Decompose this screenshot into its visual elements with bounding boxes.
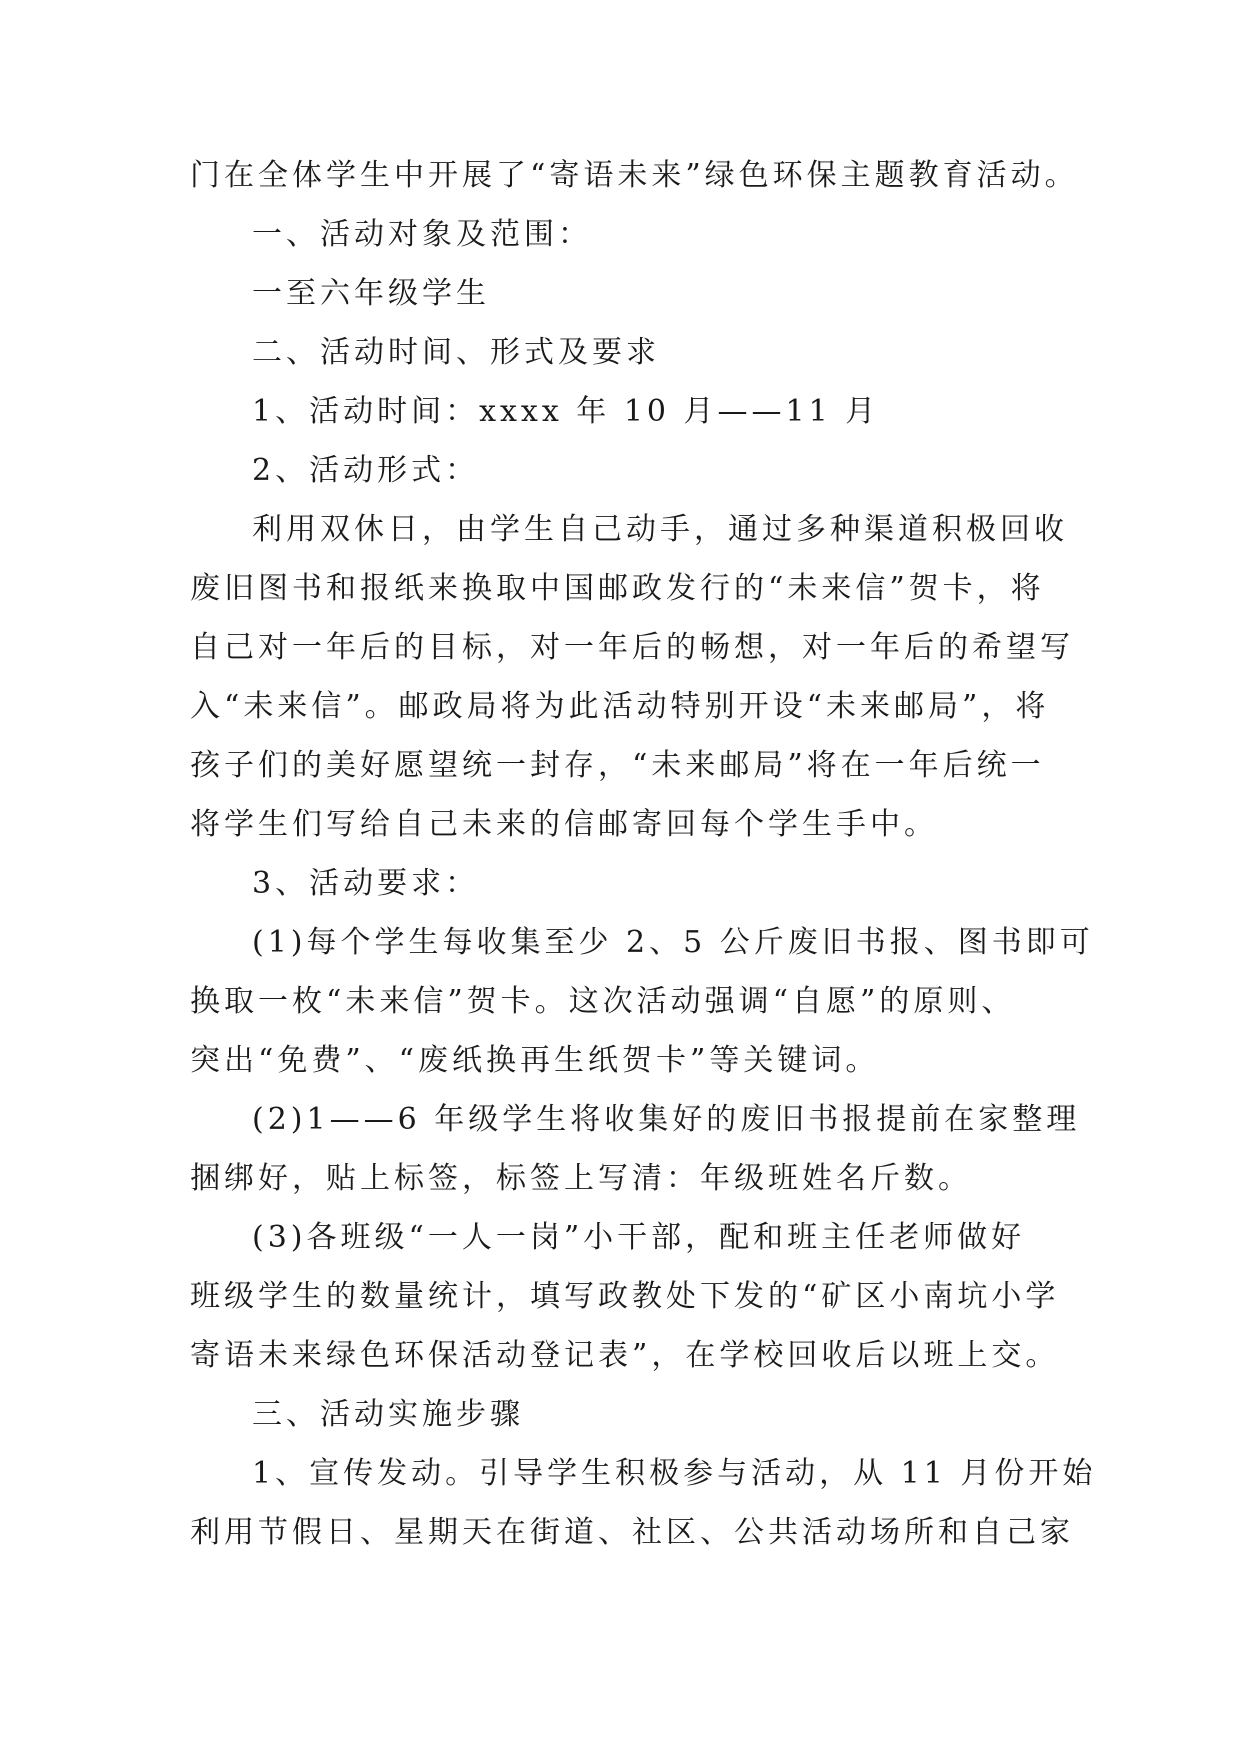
- text-line-8: 废旧图书和报纸来换取中国邮政发行的“未来信”贺卡，将: [190, 571, 1045, 606]
- text-line-11: 孩子们的美好愿望统一封存，“未来邮局”将在一年后统一: [190, 748, 1045, 783]
- text-line-24: 利用节假日、星期天在街道、社区、公共活动场所和自己家: [190, 1515, 1074, 1550]
- text-line-1: 门在全体学生中开展了“寄语未来”绿色环保主题教育活动。: [190, 158, 1079, 193]
- document-body: [190, 146, 1097, 1562]
- text-line-18: 捆绑好，贴上标签，标签上写清：年级班姓名斤数。: [190, 1161, 972, 1196]
- text-line-6: 2、活动形式：: [252, 453, 480, 488]
- text-line-23: 1、宣传发动。引导学生积极参与活动，从 11 月份开始: [252, 1456, 1097, 1491]
- text-line-16: 突出“免费”、“废纸换再生纸贺卡”等关键词。: [190, 1043, 880, 1078]
- section-heading-3: 三、活动实施步骤: [252, 1397, 524, 1432]
- text-line-17: (2)1——6 年级学生将收集好的废旧书报提前在家整理: [252, 1102, 1081, 1137]
- text-line-12: 将学生们写给自己未来的信邮寄回每个学生手中。: [190, 807, 938, 842]
- text-line-3: 一至六年级学生: [252, 276, 490, 311]
- text-line-5: 1、活动时间：xxxx 年 10 月——11 月: [252, 394, 880, 429]
- text-line-14: (1)每个学生每收集至少 2、5 公斤废旧书报、图书即可: [252, 925, 1094, 960]
- text-line-20: 班级学生的数量统计，填写政教处下发的“矿区小南坑小学: [190, 1279, 1060, 1314]
- text-line-15: 换取一枚“未来信”贺卡。这次活动强调“自愿”的原则、: [190, 984, 1016, 1019]
- section-heading-1: 一、活动对象及范围：: [252, 217, 592, 252]
- text-line-9: 自己对一年后的目标，对一年后的畅想，对一年后的希望写: [190, 630, 1074, 665]
- section-heading-2: 二、活动时间、形式及要求: [252, 335, 660, 370]
- text-line-7: 利用双休日，由学生自己动手，通过多种渠道积极回收: [252, 512, 1068, 547]
- text-line-10: 入“未来信”。邮政局将为此活动特别开设“未来邮局”，将: [190, 689, 1050, 724]
- text-line-19: (3)各班级“一人一岗”小干部，配和班主任老师做好: [252, 1220, 1026, 1255]
- text-line-13: 3、活动要求：: [252, 866, 480, 901]
- text-line-21: 寄语未来绿色环保活动登记表”，在学校回收后以班上交。: [190, 1338, 1060, 1373]
